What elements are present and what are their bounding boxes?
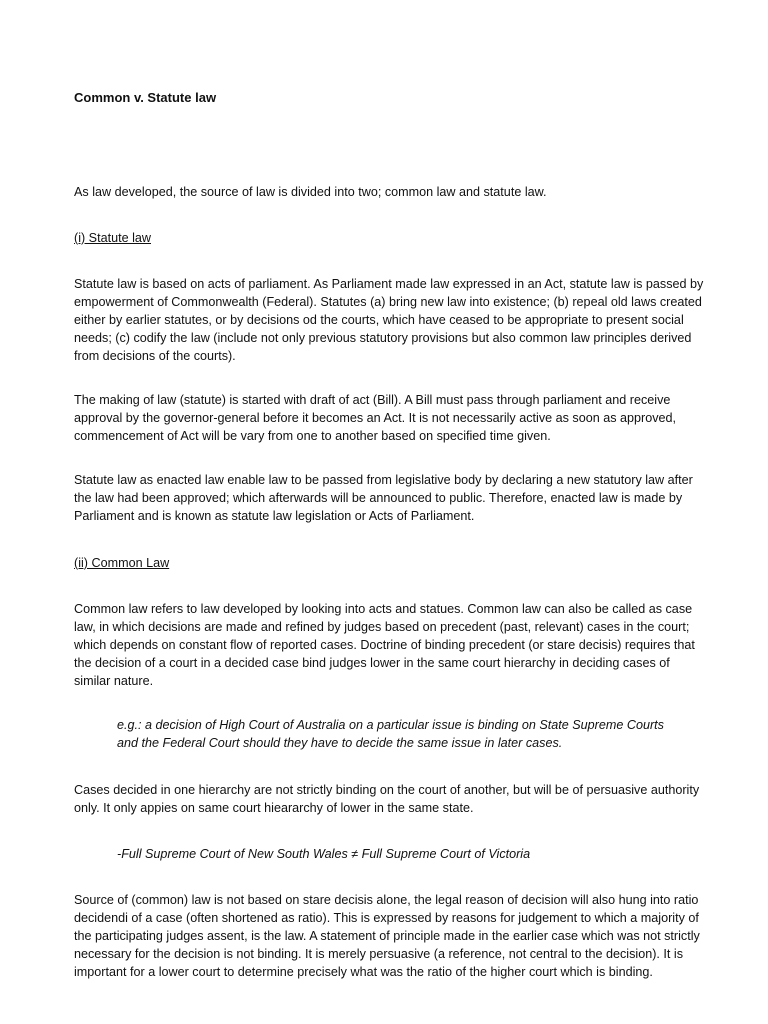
common-law-heading: (ii) Common Law — [74, 556, 170, 570]
statute-law-paragraph-3: Statute law as enacted law enable law to be passed from legislative body by declaring a new statutory law after the law had been approved; which afterwards will be announced to public. Therefore, enacted law is made by Parliament and is known as statute law legislation or Acts of Parliament. — [74, 473, 693, 523]
statute-law-paragraph-1: Statute law is based on acts of parliament. As Parliament made law expressed in an Act, statute law is passed by empowerment of Commonwealth (Federal). Statutes (a) bring new law into existence; (b) repeal old laws created either by earlier statutes, or by decisions od the courts, which have ceased to be appropriate to present social needs; (c) codify the law (include not only previous statutory provisions but also common law principles derived from decisions of the courts). — [74, 277, 704, 363]
common-law-paragraph-1: Common law refers to law developed by looking into acts and statues. Common law can also be called as case law, in which decisions are made and refined by judges based on precedent (past, relevant) cases in the court; which depends on constant flow of reported cases. Doctrine of binding precedent (or stare decisis) requires that the decision of a court in a decided case bind judges lower in the same court hierarchy in deciding cases of similar nature. — [74, 602, 695, 688]
common-law-paragraph-2: Cases decided in one hierarchy are not strictly binding on the court of another, but will be of persuasive authority only. It only appies on same court hieararchy of lower in the same state. — [74, 783, 700, 815]
common-law-paragraph-3: Source of (common) law is not based on stare decisis alone, the legal reason of decision will also hung into ratio decidendi of a case (often shortened as ratio). This is expressed by reasons for judgement to which a majority of the participating judges assent, is the law. A statement of principle made in the earlier case which was not strictly necessary for the decision is not binding. It is merely persuasive (a reference, not central to the decision). It is important for a lower court to determine precisely what was the ratio of the higher court which is binding. — [74, 893, 700, 979]
common-law-example-2: -Full Supreme Court of New South Wales ≠ Full Supreme Court of Victoria — [117, 847, 531, 861]
intro-paragraph: As law developed, the source of law is divided into two; common law and statute law. — [74, 185, 547, 199]
common-law-example-1: e.g.: a decision of High Court of Australia on a particular issue is binding on State Supreme Courts and the Federal Court should they have to decide the same issue in later cases. — [117, 718, 664, 750]
statute-law-paragraph-2: The making of law (statute) is started with draft of act (Bill). A Bill must pass through parliament and receive approval by the governor-general before it becomes an Act. It is not necessarily active as soon as approved, commencement of Act will be vary from one to another based on specified time given. — [74, 393, 677, 443]
statute-law-heading: (i) Statute law — [74, 231, 151, 245]
document-title: Common v. Statute law — [74, 90, 217, 105]
